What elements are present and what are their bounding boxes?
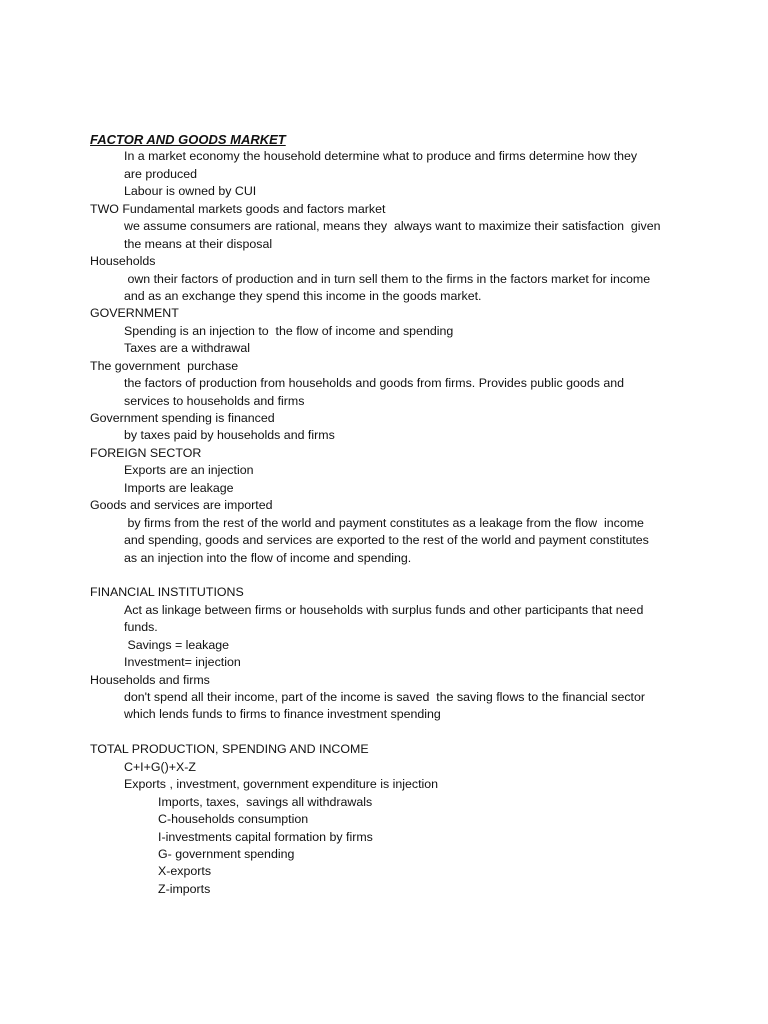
text-line: and as an exchange they spend this income in the goods market. [124, 288, 482, 303]
document-page [90, 131, 690, 898]
text-line: own their factors of production and in turn sell them to the firms in the factors market for income [124, 271, 651, 286]
text-line: the factors of production from households and goods from firms. Provides public goods and [124, 376, 625, 391]
text-line: Labour is owned by CUI [124, 184, 257, 199]
text-line: as an injection into the flow of income and spending. [124, 550, 412, 565]
blank-line [90, 724, 690, 741]
document-title: FACTOR AND GOODS MARKET [90, 132, 286, 147]
text-line: In a market economy the household determine what to produce and firms determine how they [124, 149, 638, 164]
text-line: are produced [124, 166, 198, 181]
text-line: funds. [124, 620, 158, 635]
text-line: the means at their disposal [124, 236, 273, 251]
text-line: don't spend all their income, part of the income is saved the saving flows to the financial sector [124, 690, 645, 704]
text-line: X-exports [158, 864, 212, 879]
text-line: Government spending is financed [90, 411, 275, 425]
text-line: Goods and services are imported [90, 498, 273, 513]
text-line: Savings = leakage [124, 637, 230, 652]
text-line: I-investments capital formation by firms [158, 829, 373, 844]
document-body [90, 148, 690, 898]
text-line: which lends funds to firms to finance investment spending [124, 707, 441, 722]
text-line: by firms from the rest of the world and payment constitutes as a leakage from the flow income [124, 515, 644, 530]
text-line: GOVERNMENT [90, 306, 179, 321]
text-line: Households [90, 254, 156, 269]
text-line: and spending, goods and services are exported to the rest of the world and payment constitutes [124, 533, 649, 548]
text-line: by taxes paid by households and firms [124, 428, 335, 443]
text-line: services to households and firms [124, 393, 305, 408]
text-line: Exports , investment, government expenditure is injection [124, 777, 439, 792]
text-line: TWO Fundamental markets goods and factors market [90, 201, 386, 216]
text-line: TOTAL PRODUCTION, SPENDING AND INCOME [90, 742, 369, 757]
blank-line [90, 567, 690, 584]
text-line: FINANCIAL INSTITUTIONS [90, 585, 244, 600]
text-line: Exports are an injection [124, 463, 254, 478]
text-line: C-households consumption [158, 812, 309, 827]
text-line: Investment= injection [124, 655, 241, 670]
text-line: Taxes are a withdrawal [124, 341, 251, 356]
text-line: The government purchase [90, 358, 239, 373]
text-line: Z-imports [158, 881, 211, 896]
text-line: Households and firms [90, 672, 210, 687]
text-line: Spending is an injection to the flow of income and spending [124, 323, 454, 338]
text-line: Imports are leakage [124, 480, 234, 495]
text-line: Imports, taxes, savings all withdrawals [158, 794, 373, 809]
text-line: G- government spending [158, 846, 295, 861]
text-line: we assume consumers are rational, means they always want to maximize their satisfaction given [124, 219, 661, 234]
text-line: FOREIGN SECTOR [90, 445, 202, 460]
text-line: C+I+G()+X-Z [124, 759, 196, 774]
text-line: Act as linkage between firms or households with surplus funds and other participants that need [124, 602, 644, 617]
